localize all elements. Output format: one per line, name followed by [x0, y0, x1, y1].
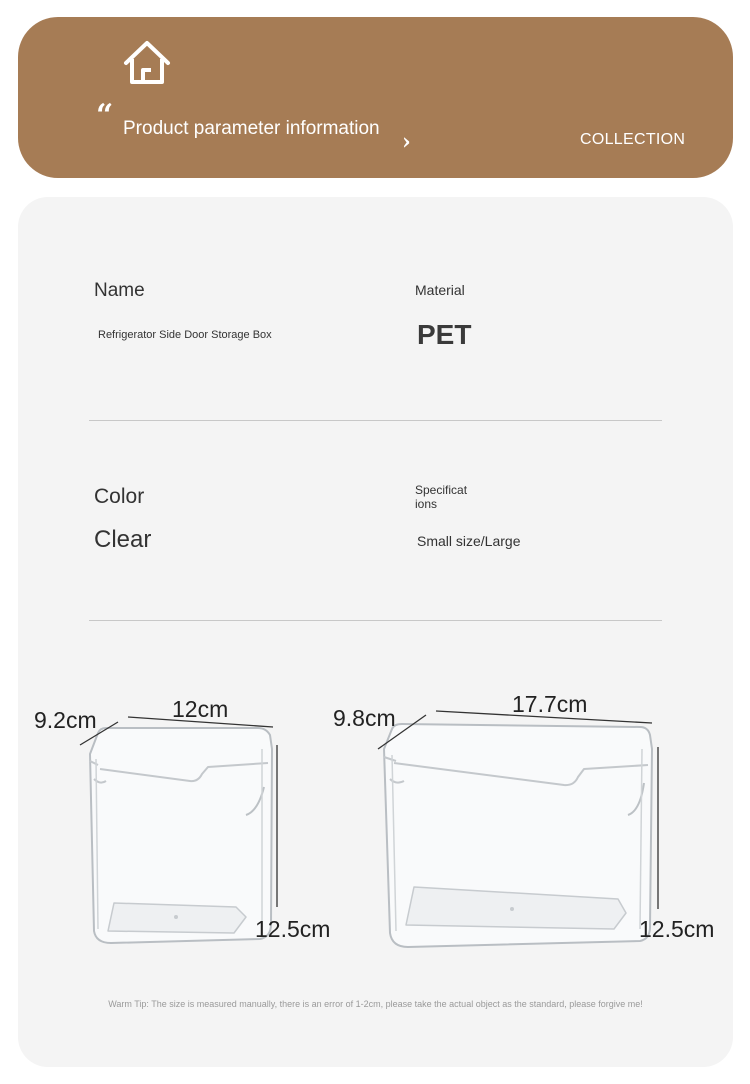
- name-label: Name: [94, 280, 145, 301]
- color-label: Color: [94, 485, 145, 508]
- color-value: Clear: [94, 526, 152, 553]
- small-depth-label: 9.2cm: [34, 707, 97, 733]
- header-title: Product parameter information: [123, 118, 380, 139]
- close-quote: ›: [402, 129, 411, 155]
- warm-tip: Warm Tip: The size is measured manually, there is an error of 1-2cm, please take the actual object as the standard, please forgive me!: [108, 999, 643, 1009]
- small-height-label: 12.5cm: [255, 916, 331, 942]
- parameter-card: [18, 197, 733, 1067]
- spec-value: Small size/Large: [417, 533, 521, 549]
- collection-label: COLLECTION: [580, 131, 686, 148]
- measurement-lines: [18, 197, 733, 1067]
- large-depth-label: 9.8cm: [333, 705, 396, 731]
- large-width-label: 17.7cm: [512, 691, 588, 717]
- large-height-label: 12.5cm: [639, 916, 715, 942]
- material-value: PET: [417, 319, 472, 350]
- open-quote: “: [96, 98, 114, 133]
- home-icon: [122, 39, 172, 87]
- material-label: Material: [415, 282, 465, 298]
- name-value: Refrigerator Side Door Storage Box: [98, 329, 272, 341]
- small-width-label: 12cm: [172, 696, 229, 722]
- header-banner: [18, 17, 733, 178]
- spec-label: Specificat ions: [415, 483, 468, 511]
